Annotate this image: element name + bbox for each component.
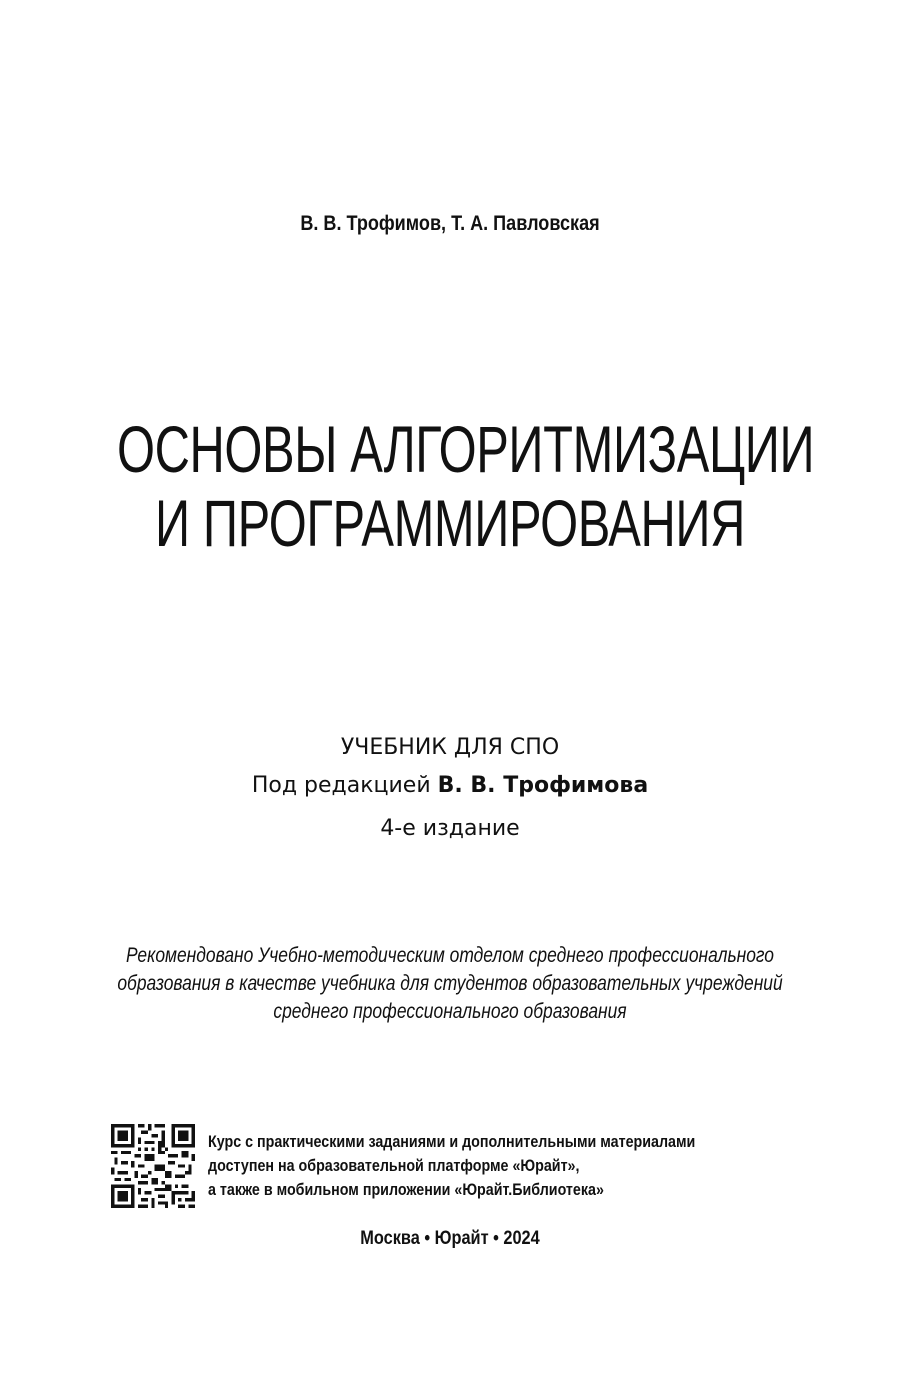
edition: 4-е издание xyxy=(380,816,520,841)
course-note-line-3: а также в мобильном приложении «Юрайт.Библиотека» xyxy=(208,1180,604,1199)
recommendation-line-1: Рекомендовано Учебно-методическим отделом среднего профессионального xyxy=(125,944,774,967)
imprint: Москва • Юрайт • 2024 xyxy=(360,1228,540,1249)
recommendation-text xyxy=(77,942,824,1026)
editor-name: В. В. Трофимова xyxy=(437,773,649,798)
qr-code-icon[interactable] xyxy=(111,1124,195,1208)
course-note-line-1: Курс с практическими заданиями и дополнительными материалами xyxy=(208,1132,696,1151)
book-title-line-1: ОСНОВЫ АЛГОРИТМИЗАЦИИ xyxy=(117,412,815,486)
recommendation-line-3: среднего профессионального образования xyxy=(273,1000,627,1023)
book-title xyxy=(117,412,815,560)
authors: В. В. Трофимов, Т. А. Павловская xyxy=(300,212,600,235)
book-title-line-2: И ПРОГРАММИРОВАНИЯ xyxy=(154,486,746,560)
course-note xyxy=(208,1130,695,1202)
editor-line xyxy=(0,773,900,798)
recommendation-line-2: образования в качестве учебника для студентов образовательных учреждений xyxy=(117,972,783,995)
editor-prefix: Под редакцией xyxy=(251,773,438,798)
book-type: УЧЕБНИК ДЛЯ СПО xyxy=(340,735,560,760)
course-note-line-2: доступен на образовательной платформе «Юрайт», xyxy=(208,1156,580,1175)
